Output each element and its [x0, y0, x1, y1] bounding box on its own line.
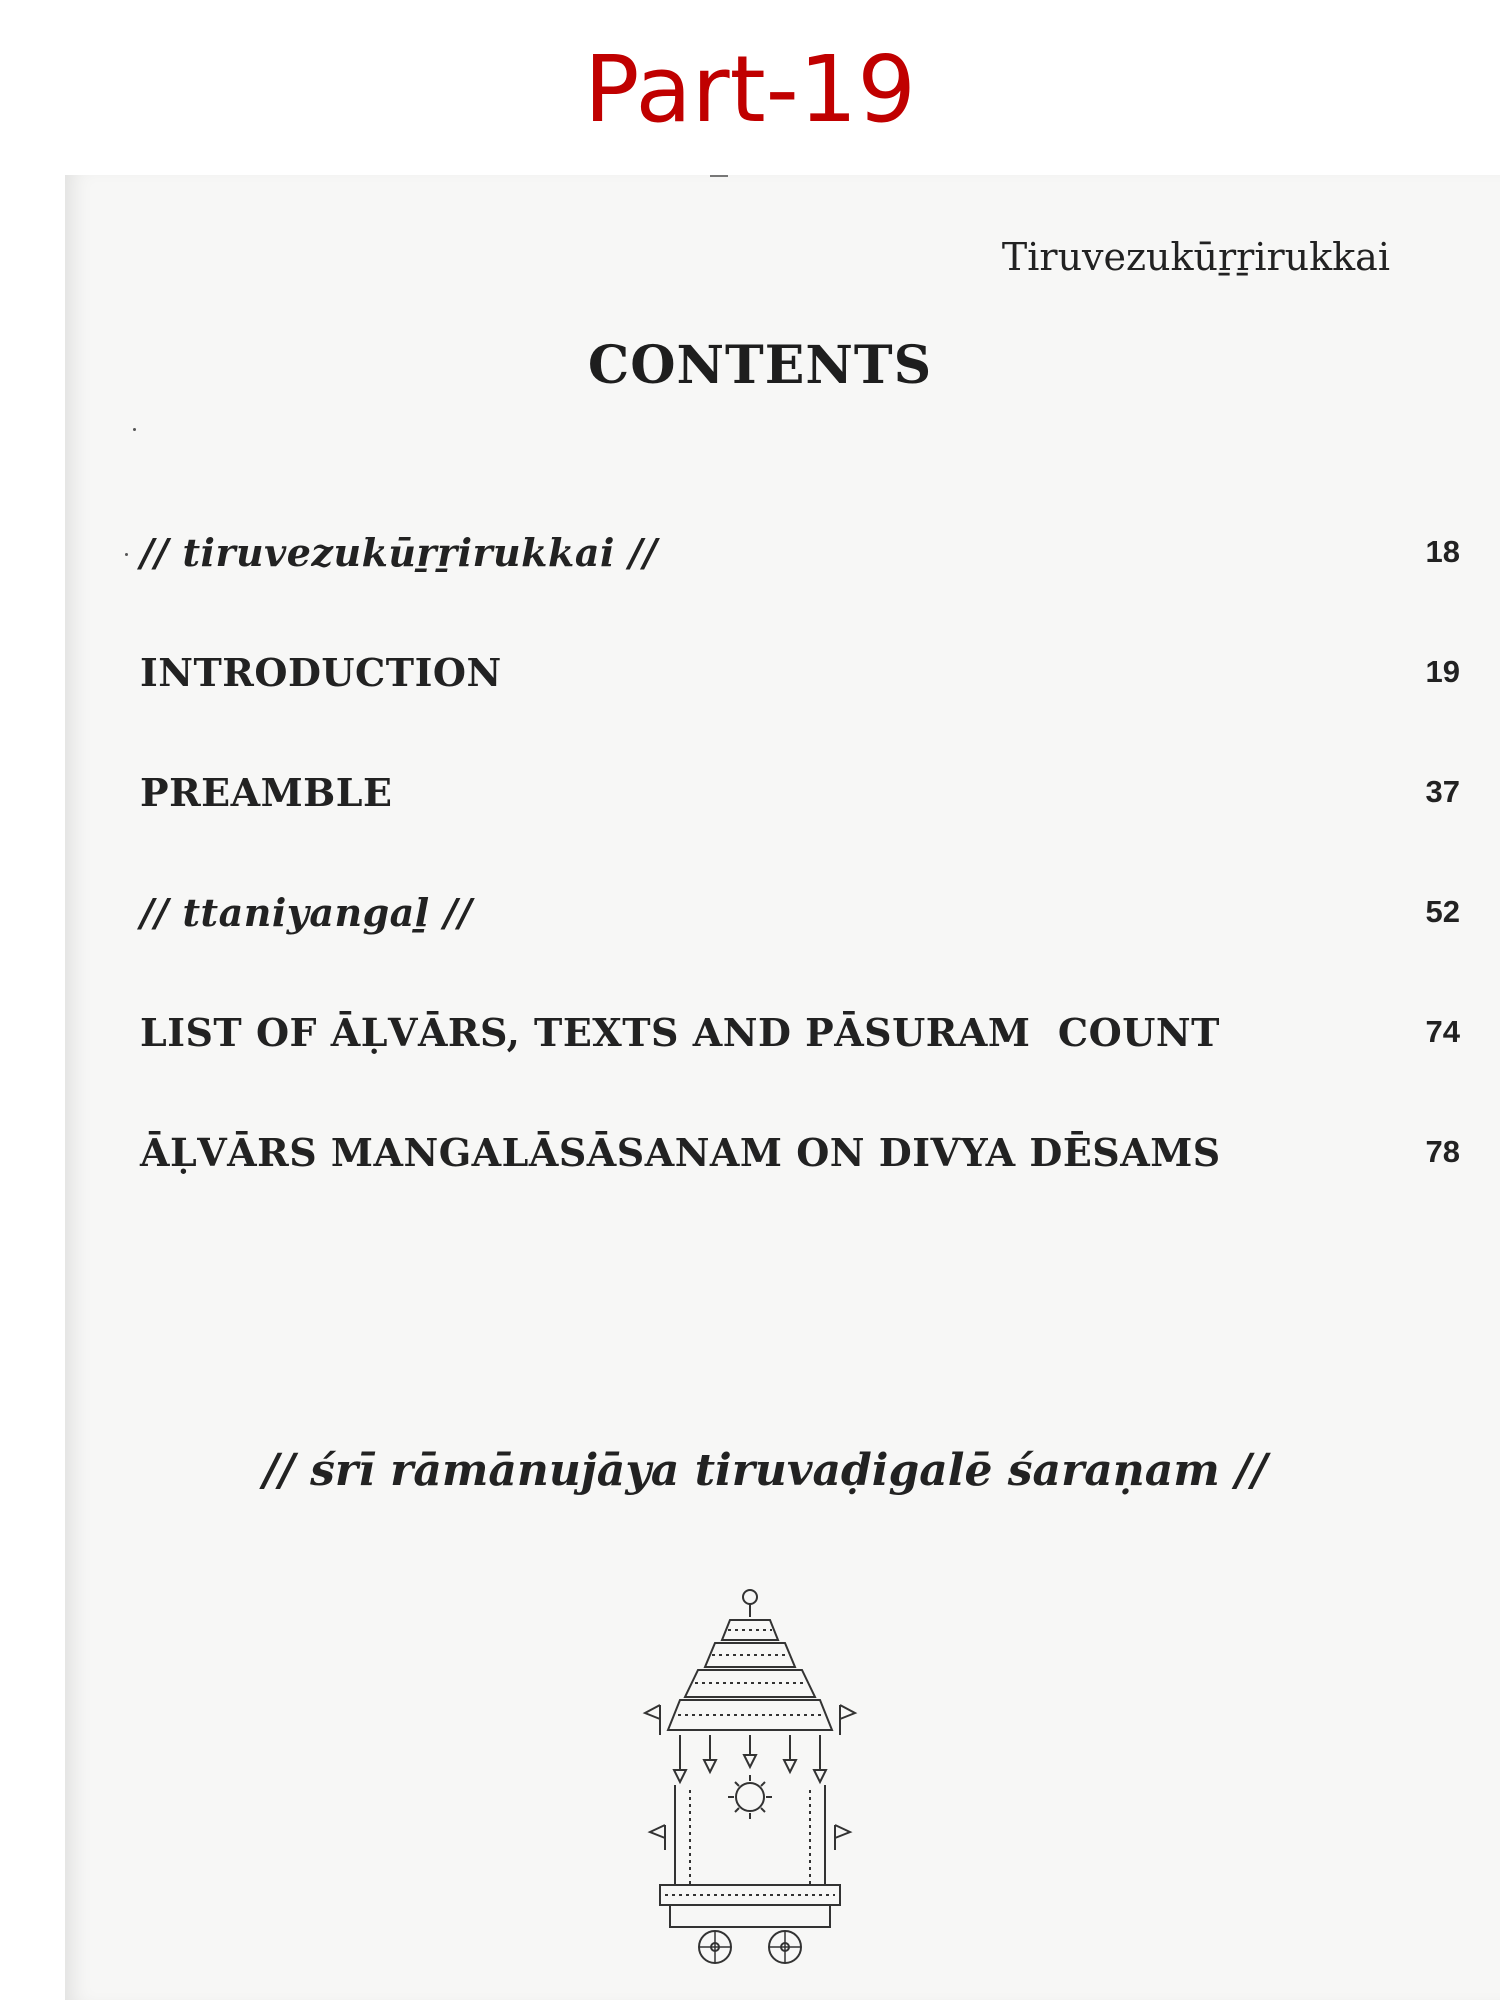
toc-entry-title: LIST OF ĀḶVĀRS, TEXTS AND PĀSURAM COUNT — [140, 1010, 1220, 1055]
toc-entry-title: INTRODUCTION — [140, 650, 502, 695]
toc-entry-page: 37 — [1425, 774, 1460, 809]
scan-speck — [125, 553, 128, 556]
toc-entry[interactable] — [140, 770, 1460, 890]
toc-entry[interactable] — [140, 650, 1460, 770]
toc-entry-page: 52 — [1425, 894, 1460, 929]
table-of-contents — [140, 530, 1460, 1250]
scan-mark — [710, 175, 728, 177]
toc-entry[interactable] — [140, 890, 1460, 1010]
contents-heading: CONTENTS — [587, 335, 933, 396]
toc-entry-title: ĀḶVĀRS MANGALĀSĀSANAM ON DIVYA DĒSAMS — [140, 1130, 1221, 1175]
toc-entry-page: 78 — [1425, 1134, 1460, 1169]
invocation-line: // śrī rāmānujāya tiruvaḍigalē śaraṇam // — [262, 1445, 1268, 1496]
toc-entry-page: 18 — [1425, 534, 1460, 569]
toc-entry[interactable] — [140, 1130, 1460, 1250]
temple-chariot-icon — [620, 1585, 880, 1975]
scanned-page — [65, 175, 1500, 2000]
toc-entry[interactable] — [140, 530, 1460, 650]
toc-entry-page: 19 — [1425, 654, 1460, 689]
toc-entry-title: // tiruvezukūṟṟirukkai // — [140, 530, 658, 575]
running-header: Tiruvezukūṟṟirukkai — [1001, 235, 1390, 279]
toc-entry-page: 74 — [1425, 1014, 1460, 1049]
part-label: Part-19 — [584, 36, 916, 143]
toc-entry-title: // ttaniyangaḻ // — [140, 890, 473, 935]
toc-entry-title: PREAMBLE — [140, 770, 393, 815]
scan-speck — [133, 428, 136, 431]
toc-entry[interactable] — [140, 1010, 1460, 1130]
